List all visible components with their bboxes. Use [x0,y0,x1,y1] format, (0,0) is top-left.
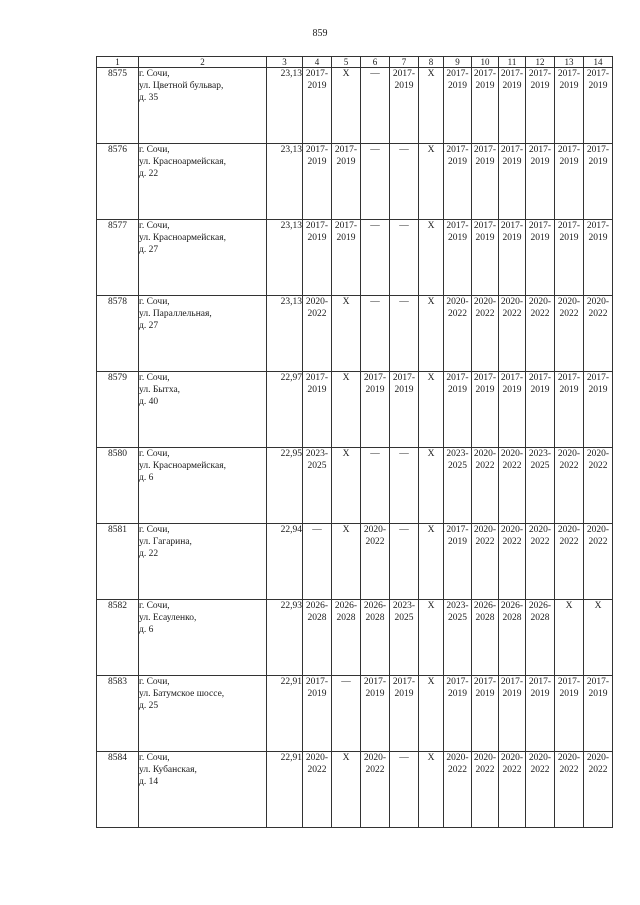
period-cell: — [361,296,390,372]
period-cell: 2017- 2019 [584,68,613,144]
period-cell: X [332,296,361,372]
period-cell: 2017- 2019 [499,676,526,752]
period-cell: 2026- 2028 [332,600,361,676]
period-cell: 2017- 2019 [390,676,419,752]
address-cell [139,220,267,296]
period-cell: — [361,144,390,220]
record-number: 8582 [97,600,139,676]
period-cell: 2017- 2019 [303,220,332,296]
period-cell: X [419,752,444,828]
period-cell: 2026- 2028 [303,600,332,676]
period-cell: — [390,220,419,296]
period-cell: 2020- 2022 [584,524,613,600]
area-value: 22,95 [267,448,303,524]
column-header-5: 5 [332,57,361,68]
period-cell: 2020- 2022 [444,296,472,372]
period-cell: 2026- 2028 [526,600,555,676]
period-cell: 2017- 2019 [472,372,499,448]
period-cell: X [555,600,584,676]
area-value: 22,91 [267,752,303,828]
period-cell: 2017- 2019 [332,220,361,296]
period-cell: 2020- 2022 [444,752,472,828]
column-header-4: 4 [303,57,332,68]
column-header-3: 3 [267,57,303,68]
period-cell: 2020- 2022 [361,524,390,600]
period-cell: 2023- 2025 [303,448,332,524]
column-header-12: 12 [526,57,555,68]
address-line: д. 6 [139,625,154,635]
period-cell: 2017- 2019 [361,676,390,752]
period-cell: 2017- 2019 [526,144,555,220]
table-row [97,524,613,600]
address-line: г. Сочи, [139,753,170,763]
register-table [96,56,613,828]
period-cell: 2017- 2019 [303,372,332,448]
address-line: д. 27 [139,245,159,255]
area-value: 22,97 [267,372,303,448]
period-cell: 2017- 2019 [526,220,555,296]
period-cell: 2017- 2019 [390,68,419,144]
period-cell: 2017- 2019 [499,144,526,220]
area-value: 23,13 [267,296,303,372]
address-line: г. Сочи, [139,677,170,687]
area-value: 22,91 [267,676,303,752]
period-cell: 2017- 2019 [303,144,332,220]
page-number: 859 [312,28,328,39]
address-cell [139,68,267,144]
record-number: 8576 [97,144,139,220]
address-line: г. Сочи, [139,373,170,383]
period-cell: 2020- 2022 [499,752,526,828]
period-cell: 2017- 2019 [472,68,499,144]
period-cell: 2026- 2028 [472,600,499,676]
period-cell: 2017- 2019 [390,372,419,448]
period-cell: 2017- 2019 [526,372,555,448]
period-cell: 2017- 2019 [303,676,332,752]
period-cell: 2026- 2028 [361,600,390,676]
address-line: г. Сочи, [139,297,170,307]
period-cell: 2017- 2019 [499,220,526,296]
address-cell [139,296,267,372]
period-cell: 2023- 2025 [444,600,472,676]
period-cell: 2020- 2022 [584,448,613,524]
address-line: д. 40 [139,397,159,407]
period-cell: 2020- 2022 [526,752,555,828]
address-line: г. Сочи, [139,69,170,79]
address-line: д. 25 [139,701,159,711]
period-cell: X [419,296,444,372]
table-row [97,676,613,752]
column-header-11: 11 [499,57,526,68]
table-row [97,296,613,372]
period-cell: 2020- 2022 [472,448,499,524]
column-header-9: 9 [444,57,472,68]
record-number: 8575 [97,68,139,144]
column-header-8: 8 [419,57,444,68]
column-header-13: 13 [555,57,584,68]
period-cell: 2020- 2022 [472,296,499,372]
period-cell: 2017- 2019 [584,372,613,448]
period-cell: — [361,220,390,296]
table-row [97,448,613,524]
period-cell: 2017- 2019 [444,220,472,296]
period-cell: 2017- 2019 [444,372,472,448]
address-line: д. 6 [139,473,154,483]
address-line: ул. Батумское шоссе, [139,689,225,699]
period-cell: X [419,448,444,524]
period-cell: 2017- 2019 [555,220,584,296]
record-number: 8584 [97,752,139,828]
address-line: д. 22 [139,549,159,559]
period-cell: 2020- 2022 [526,524,555,600]
period-cell: 2017- 2019 [444,676,472,752]
period-cell: X [419,220,444,296]
address-line: д. 27 [139,321,159,331]
period-cell: 2020- 2022 [303,752,332,828]
address-line: г. Сочи, [139,221,170,231]
address-line: ул. Красноармейская, [139,157,226,167]
period-cell: 2020- 2022 [303,296,332,372]
period-cell: 2023- 2025 [444,448,472,524]
period-cell: — [390,144,419,220]
period-cell: 2020- 2022 [555,752,584,828]
address-line: ул. Гагарина, [139,537,192,547]
period-cell: 2020- 2022 [499,296,526,372]
address-line: д. 35 [139,93,159,103]
period-cell: 2017- 2019 [555,372,584,448]
period-cell: 2017- 2019 [526,68,555,144]
period-cell: 2023- 2025 [390,600,419,676]
address-line: д. 14 [139,777,159,787]
address-cell [139,448,267,524]
area-value: 23,13 [267,220,303,296]
period-cell: — [361,68,390,144]
period-cell: 2017- 2019 [584,676,613,752]
period-cell: 2020- 2022 [555,448,584,524]
period-cell: 2020- 2022 [472,524,499,600]
period-cell: 2020- 2022 [555,524,584,600]
period-cell: X [419,676,444,752]
record-number: 8580 [97,448,139,524]
table-row [97,220,613,296]
period-cell: — [332,676,361,752]
period-cell: — [361,448,390,524]
record-number: 8581 [97,524,139,600]
period-cell: 2017- 2019 [444,524,472,600]
address-cell [139,676,267,752]
period-cell: 2017- 2019 [472,676,499,752]
period-cell: 2017- 2019 [499,68,526,144]
period-cell: 2017- 2019 [361,372,390,448]
record-number: 8577 [97,220,139,296]
record-number: 8583 [97,676,139,752]
table-row [97,372,613,448]
period-cell: X [332,448,361,524]
record-number: 8578 [97,296,139,372]
period-cell: 2017- 2019 [584,144,613,220]
address-line: ул. Красноармейская, [139,461,226,471]
column-header-6: 6 [361,57,390,68]
column-header-14: 14 [584,57,613,68]
period-cell: 2017- 2019 [303,68,332,144]
period-cell: 2020- 2022 [584,296,613,372]
address-line: г. Сочи, [139,449,170,459]
period-cell: X [584,600,613,676]
period-cell: 2020- 2022 [584,752,613,828]
header-row [97,57,613,68]
period-cell: 2020- 2022 [472,752,499,828]
table-row [97,752,613,828]
table-body [97,68,613,828]
period-cell: 2017- 2019 [526,676,555,752]
period-cell: 2020- 2022 [499,448,526,524]
period-cell: 2017- 2019 [555,676,584,752]
period-cell: X [332,68,361,144]
address-cell [139,524,267,600]
address-cell [139,144,267,220]
period-cell: X [332,372,361,448]
address-line: г. Сочи, [139,145,170,155]
address-line: ул. Есауленко, [139,613,197,623]
area-value: 22,93 [267,600,303,676]
period-cell: 2026- 2028 [499,600,526,676]
period-cell: X [332,524,361,600]
address-line: д. 22 [139,169,159,179]
period-cell: X [419,144,444,220]
address-cell [139,372,267,448]
period-cell: 2020- 2022 [526,296,555,372]
period-cell: 2020- 2022 [361,752,390,828]
period-cell: 2020- 2022 [555,296,584,372]
period-cell: — [390,524,419,600]
period-cell: — [390,448,419,524]
table-row [97,68,613,144]
address-line: г. Сочи, [139,601,170,611]
period-cell: 2017- 2019 [444,144,472,220]
period-cell: X [419,68,444,144]
period-cell: 2020- 2022 [499,524,526,600]
address-cell [139,752,267,828]
period-cell: 2023- 2025 [526,448,555,524]
address-cell [139,600,267,676]
period-cell: 2017- 2019 [444,68,472,144]
address-line: ул. Цветной бульвар, [139,81,224,91]
table-row [97,600,613,676]
period-cell: X [332,752,361,828]
address-line: ул. Красноармейская, [139,233,226,243]
column-header-1: 1 [97,57,139,68]
period-cell: 2017- 2019 [499,372,526,448]
period-cell: 2017- 2019 [584,220,613,296]
period-cell: — [390,752,419,828]
column-header-10: 10 [472,57,499,68]
address-line: ул. Параллельная, [139,309,212,319]
period-cell: X [419,372,444,448]
address-line: г. Сочи, [139,525,170,535]
address-line: ул. Бытха, [139,385,181,395]
period-cell: 2017- 2019 [332,144,361,220]
period-cell: 2017- 2019 [472,220,499,296]
period-cell: 2017- 2019 [472,144,499,220]
period-cell: X [419,600,444,676]
area-value: 23,13 [267,144,303,220]
period-cell: X [419,524,444,600]
period-cell: 2017- 2019 [555,144,584,220]
address-line: ул. Кубанская, [139,765,197,775]
area-value: 23,13 [267,68,303,144]
period-cell: — [303,524,332,600]
record-number: 8579 [97,372,139,448]
table-row [97,144,613,220]
period-cell: 2017- 2019 [555,68,584,144]
area-value: 22,94 [267,524,303,600]
column-header-2: 2 [139,57,267,68]
period-cell: — [390,296,419,372]
column-header-7: 7 [390,57,419,68]
